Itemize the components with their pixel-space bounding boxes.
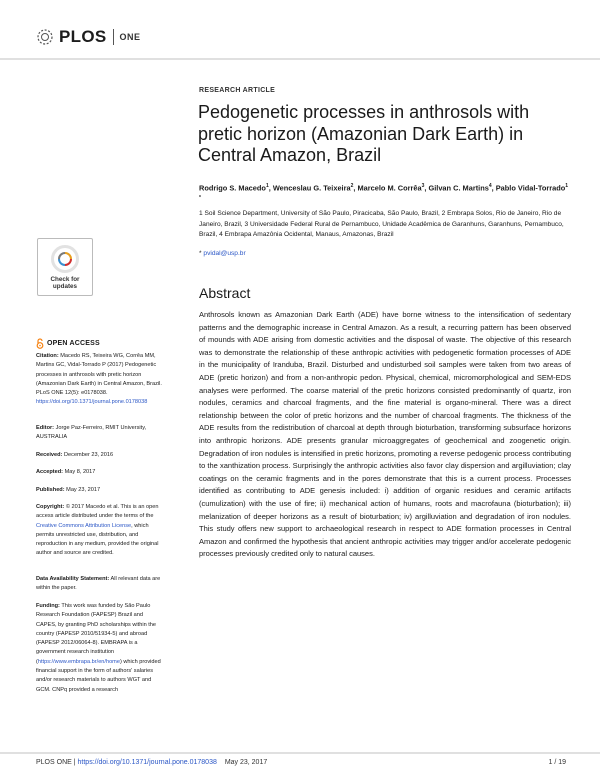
footer-doi-link[interactable]: https://doi.org/10.1371/journal.pone.0178038: [77, 759, 217, 766]
article-type-label: RESEARCH ARTICLE: [199, 87, 276, 94]
logo-separator: [113, 29, 114, 45]
abstract-heading: Abstract: [199, 285, 251, 301]
published-label: Published:: [36, 487, 65, 493]
footer-divider: [0, 752, 600, 754]
accepted-block: [36, 468, 164, 477]
received-label: Received:: [36, 452, 63, 458]
received-block: [36, 451, 164, 460]
plos-dots-icon: [34, 28, 56, 46]
check-updates-text: Check for updates: [50, 276, 80, 290]
email-link[interactable]: pvidal@usp.br: [203, 250, 246, 257]
author-name: Wenceslau G. Teixeira: [272, 183, 351, 193]
author-affiliation-marker: 1 *: [199, 183, 569, 202]
data-availability-label: Data Availability Statement:: [36, 576, 110, 582]
funding-block: [36, 602, 164, 695]
check-for-updates-badge[interactable]: [37, 238, 93, 296]
open-access-label: OPEN ACCESS: [47, 340, 100, 347]
citation-block: [36, 352, 164, 408]
citation-label: Citation:: [36, 353, 59, 359]
footer-sep: |: [71, 759, 78, 766]
copyright-text: © 2017 Macedo et al. This is an open access article distributed under the terms of the: [36, 504, 159, 520]
open-lock-icon: [36, 338, 44, 349]
article-title: Pedogenetic processes in anthrosols with pretic horizon (Amazonian Dark Earth) in Central Amazon, Brazil: [198, 102, 530, 165]
corr-star: *: [199, 250, 202, 257]
data-availability-block: [36, 575, 164, 594]
editor-label: Editor:: [36, 425, 55, 431]
open-access-badge: [36, 338, 100, 349]
citation-doi-link[interactable]: https://doi.org/10.1371/journal.pone.0178038: [36, 399, 148, 406]
author-name: Rodrigo S. Macedo: [199, 183, 266, 193]
copyright-block: [36, 503, 164, 559]
author-separator: ,: [353, 183, 358, 193]
published-date: May 23, 2017: [66, 487, 101, 493]
funding-text-2: ) which provided financial support in the form of authors' salaries and/or research materials to authors WGT and GCM. CNPq provided a research: [36, 658, 161, 693]
plos-brand: PLOS: [59, 27, 107, 46]
funding-text: This work was funded by São Paulo Research Foundation (FAPESP) Brazil and CAPES, by granting PhD scholarships within the country (FAPESP 2010/51934-5) and abroad (FAPESP 2012/06064-8). EMBRAPA is a government research institution (: [36, 603, 157, 665]
funding-label: Funding:: [36, 603, 60, 609]
author-affiliation-marker: 4: [488, 183, 492, 189]
footer-date: May 23, 2017: [224, 759, 268, 766]
published-block: [36, 486, 164, 495]
corresponding-email: [199, 250, 246, 257]
accepted-date: May 8, 2017: [64, 469, 96, 475]
embrapa-link[interactable]: https://www.embrapa.br/en/home: [37, 658, 120, 665]
editor-text: Jorge Paz-Ferreiro, RMIT University, AUSTRALIA: [36, 425, 147, 441]
accepted-label: Accepted:: [36, 469, 64, 475]
author-affiliation-marker: 3: [421, 183, 425, 189]
license-link[interactable]: Creative Commons Attribution License: [36, 522, 132, 529]
citation-text: Macedo RS, Teixeira WG, Corrêa MM, Martins GC, Vidal-Torrado P (2017) Pedogenetic processes in anthrosols with pretic horizon (Amazonian Dark Earth) in Central Amazon, Brazil. PLoS ONE 12(5): e0178038.: [36, 353, 162, 397]
author-affiliation-marker: 2: [350, 183, 354, 189]
author-separator: ,: [424, 183, 429, 193]
author-name: Pablo Vidal-Torrado: [495, 183, 566, 193]
author-list: [199, 181, 569, 206]
author-separator: ,: [268, 183, 273, 193]
copyright-text-2: , which permits unrestricted use, distribution, and reproduction in any medium, provided the original author and source are credited.: [36, 522, 159, 557]
received-date: December 23, 2016: [64, 452, 114, 458]
data-availability-text: All relevant data are within the paper.: [36, 576, 161, 592]
journal-name: ONE: [119, 32, 141, 42]
footer-journal: PLOS ONE: [36, 759, 72, 766]
copyright-label: Copyright:: [36, 504, 65, 510]
author-name: Marcelo M. Corrêa: [357, 183, 422, 193]
plos-logo[interactable]: [34, 27, 141, 47]
author-affiliation-marker: 1: [265, 183, 269, 189]
page-number: 1 / 19: [548, 759, 566, 766]
author-name: Gilvan C. Martins: [428, 183, 489, 193]
abstract-text: Anthrosols known as Amazonian Dark Earth (ADE) have borne witness to the intensification of sedentary patterns and the demographic increase in Central Amazon. As a result, a recurring pattern has been observed of mounds with ADE arising from domestic activities and the disposal of waste. The objective of this research was to demonstrate the relationship of these anthropic activities with pedogenetic formation processes of ADE in the municipality of Iranduba, Brazil. Disturbed and undisturbed soil samples were taken from two areas of ADE (pretic horizon) and from a non-anthropic pedon. Physical, chemical, micromorphological and SEM-EDS analyses were performed. The coarse material of the pretic horizons consisted predominantly of quartz, iron nodules, ceramics and charcoal fragments, and the fine material is organo-mineral. There was a direct relationship between the color of pretic horizons and the number of charcoal fragments. The thickness of the ADE results from the redistribution of charcoal at depth through bioturbation, transforming subsurface horizons into anthropic horizons. ADE presents granular microaggregates of geochemical and zoogenetic origin. Degradation of iron nodules is intensified in pretic horizons, promoting a reverse pedogenic process contributing to the xanthization process. Surprisingly the anthropic activities also favor clay dispersion and argilluviation; clay coatings on the ceramic fragments and in the pores demonstrate that this is a current process. Processes identified as contributing to ADE genesis included: i) addition of organic residues and ceramic artifacts (cumulization) with the use of fire; ii) mechanical action of humans, roots and macrofauna (bioturbation); iii) melanization of deeper horizons as a result of bioturbation; iv) argilluviation and degradation of iron nodules. This study offers new support to archaeological research in respect to ADE formation processes in Central Amazon and confirmed the hypothesis that ancient anthropic activities may trigger and/or accelerate pedogenic processes previously credited only to natural causes.: [199, 310, 571, 559]
header-divider: [0, 58, 600, 60]
affiliations: 1 Soil Science Department, University of São Paulo, Piracicaba, São Paulo, Brazil, 2 Embrapa Solos, Rio de Janeiro, Rio de Janeiro, Brazil, 3 Universidade Federal Rural de Pernambuco, Unidade Acadêmica de Garanhuns, Garanhuns, Pernambuco, Brazil, 4 Embrapa Amazônia Ocidental, Manaus, Amazonas, Brazil: [199, 210, 564, 238]
check-updates-icon: [51, 245, 79, 273]
author-separator: ,: [491, 183, 496, 193]
footer-citation: [36, 759, 267, 766]
editor-block: [36, 424, 164, 443]
